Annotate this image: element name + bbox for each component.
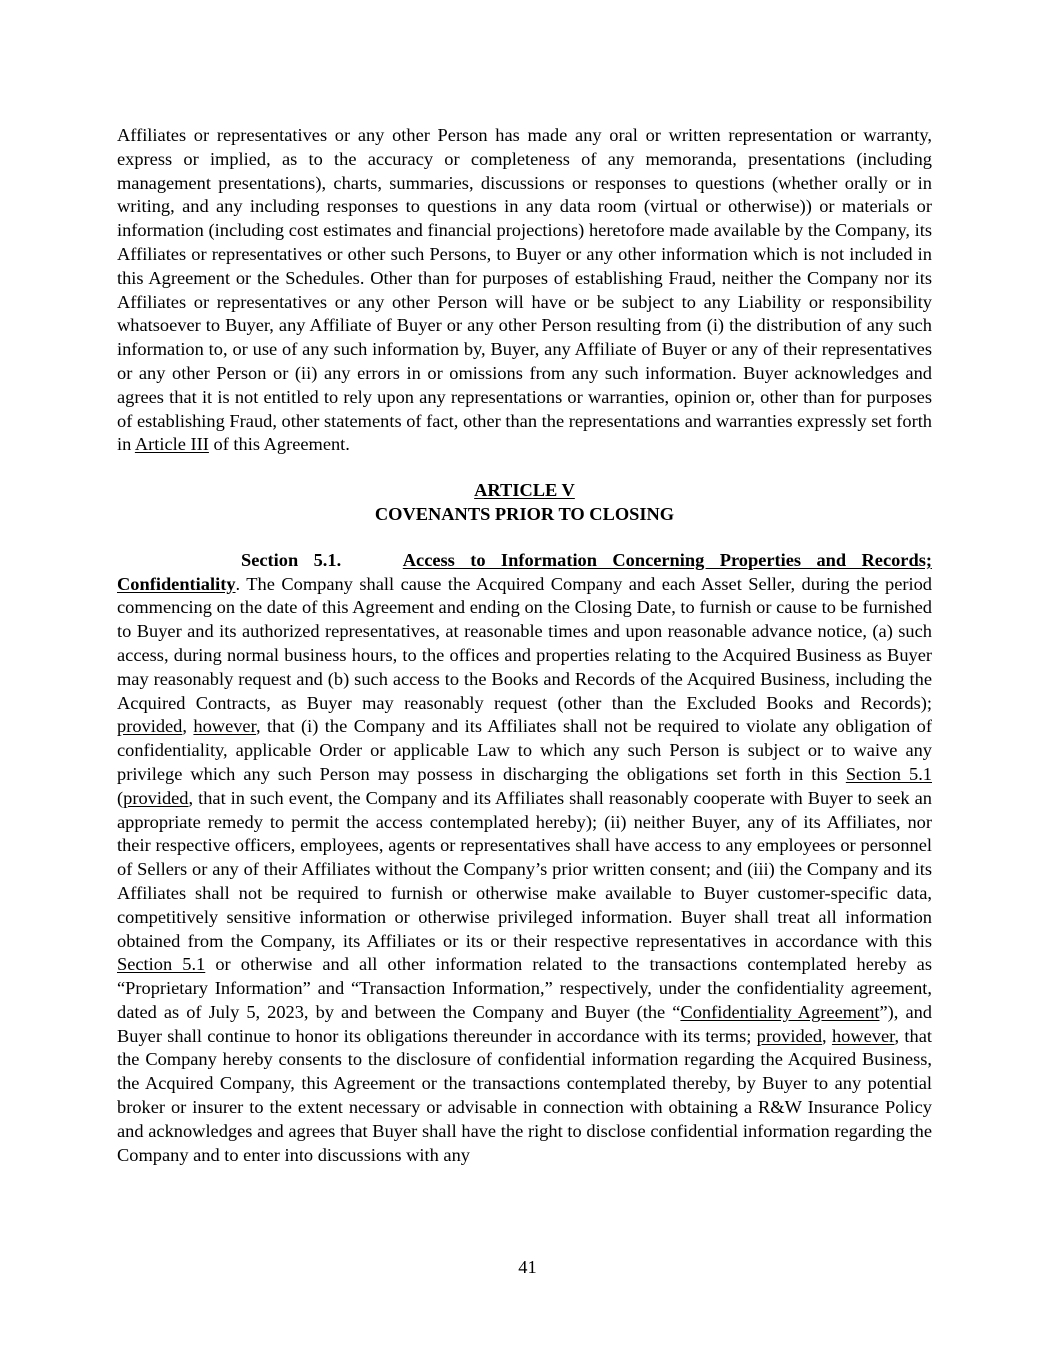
section-number: Section 5.1. (241, 549, 342, 570)
however-term: however (193, 716, 256, 737)
section-title: Access to Information Concerning Properties and Records; Confidentiality (117, 549, 932, 594)
however-term: however (831, 1025, 895, 1046)
provided-term: provided (123, 787, 189, 808)
article-heading (117, 479, 932, 527)
page-number: 41 (518, 1257, 537, 1277)
article-title: COVENANTS PRIOR TO CLOSING (374, 503, 675, 524)
section-5-1-reference: Section 5.1 (845, 763, 932, 784)
paragraph-disclaimer: Affiliates or representatives or any other Person has made any oral or written representation or warranty, express or implied, as to the accuracy or completeness of any memoranda, presentations (including management presentations), charts, summaries, discussions or responses to questions (whether orally or in writing, and any including responses to questions in any data room (virtual or otherwise)) or materials or information (including cost estimates and financial projections) heretofore made available by the Company, its Affiliates or representatives or other such Persons, to Buyer or any other information which is not included in this Agreement or the Schedules. Other than for purposes of establishing Fraud, neither the Company nor its Affiliates or representatives or any other Person will have or be subject to any Liability or responsibility whatsoever to Buyer, any Affiliate of Buyer or any other Person resulting from (i) the distribution of any such information to, or use of any such information by, Buyer, any Affiliate of Buyer or any of their representatives or any other Person or (ii) any errors in or omissions from any such information. Buyer acknowledges and agrees that it is not entitled to rely upon any representations or warranties, opinion or, other than for purposes of establishing Fraud, other statements of fact, other than the representations and warranties expressly set forth in Article III of this Agreement. (117, 125, 932, 455)
provided-term: provided (117, 716, 183, 737)
confidentiality-agreement-term: Confidentiality Agreement (680, 1001, 880, 1022)
section-5-1-reference: Section 5.1 (117, 954, 206, 975)
provided-term: provided (756, 1025, 823, 1046)
article-iii-reference: Article III (134, 434, 209, 455)
section-5-1-paragraph: Section 5.1. Access to Information Concerning Properties and Records; Confidentiality. The Company shall cause the Acquired Company and each Asset Seller, during the period commencing on the date of this Agreement and ending on the Closing Date, to furnish or cause to be furnished to Buyer and its authorized representatives, at reasonable times and upon reasonable advance notice, (a) such access, during normal business hours, to the offices and properties relating to the Acquired Business as Buyer may reasonably request and (b) such access to the Books and Records of the Acquired Business, including the Acquired Contracts, as Buyer may reasonably request (other than the Excluded Books and Records); provided, however, that (i) the Company and its Affiliates shall not be required to violate any obligation of confidentiality, applicable Order or applicable Law to which any such Person is subject or to waive any privilege which any such Person may possess in discharging the obligations set forth in this Section 5.1 (provided, that in such event, the Company and its Affiliates shall reasonably cooperate with Buyer to seek an appropriate remedy to permit the access contemplated hereby); (ii) neither Buyer, any of its Affiliates, nor their respective officers, employees, agents or representatives shall have access to any employees or personnel of Sellers or any of their Affiliates without the Company’s prior written consent; and (iii) the Company and its Affiliates shall not be required to furnish or otherwise make available to Buyer customer-specific data, competitively sensitive information or otherwise privileged information. Buyer shall treat all information obtained from the Company, its Affiliates or its or their respective representatives in accordance with this Section 5.1 or otherwise and all other information related to the transactions contemplated hereby as “Proprietary Information” and “Transaction Information,” respectively, under the confidentiality agreement, dated as of July 5, 2023, by and between the Company and Buyer (the “Confidentiality Agreement”), and Buyer shall continue to honor its obligations thereunder in accordance with its terms; provided, however, that the Company hereby consents to the disclosure of confidential information regarding the Acquired Business, the Acquired Company, this Agreement or the transactions contemplated thereby, by Buyer to any potential broker or insurer to the extent necessary or advisable in connection with obtaining a R&W Insurance Policy and acknowledges and agrees that Buyer shall have the right to disclose confidential information regarding the Company and to enter into discussions with any (117, 549, 933, 1165)
document-page (117, 124, 932, 1167)
article-number: ARTICLE V (474, 480, 575, 501)
